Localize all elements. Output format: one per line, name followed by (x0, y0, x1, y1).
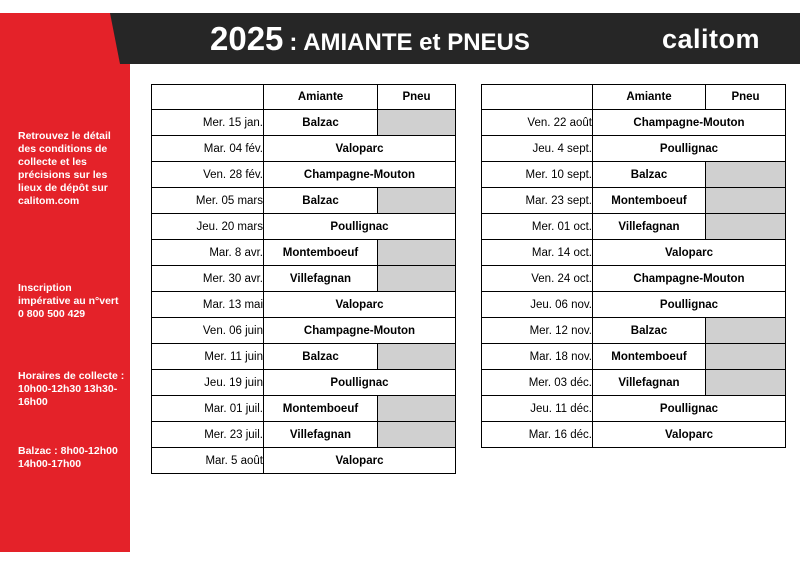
table-row (152, 370, 456, 396)
collection-date: Jeu. 19 juin (152, 370, 264, 396)
collection-location: Montemboeuf (264, 240, 378, 266)
collection-date: Mar. 23 sept. (482, 188, 593, 214)
collection-date: Mer. 03 déc. (482, 370, 593, 396)
collection-date: Jeu. 11 déc. (482, 396, 593, 422)
collection-location: Valoparc (593, 240, 786, 266)
collection-location: Balzac (264, 344, 378, 370)
header-pneu: Pneu (706, 85, 786, 110)
collection-location: Valoparc (264, 448, 456, 474)
collection-location: Valoparc (593, 422, 786, 448)
pneu-unavailable-cell (378, 266, 456, 292)
table-row (152, 422, 456, 448)
collection-location: Montemboeuf (593, 344, 706, 370)
sidebar-horaires-text: Horaires de collecte : 10h00-12h30 13h30-16h00 (18, 370, 125, 408)
collection-location: Poullignac (264, 214, 456, 240)
table-row (152, 162, 456, 188)
pneu-unavailable-cell (378, 422, 456, 448)
pneu-unavailable-cell (706, 188, 786, 214)
header-amiante: Amiante (593, 85, 706, 110)
table-header-row (152, 85, 456, 110)
header-pneu: Pneu (378, 85, 456, 110)
table-row (152, 188, 456, 214)
table-row (482, 240, 786, 266)
collection-date: Mer. 15 jan. (152, 110, 264, 136)
collection-date: Ven. 22 août (482, 110, 593, 136)
table-row (482, 292, 786, 318)
calitom-logo: calitom (662, 24, 761, 54)
pneu-unavailable-cell (706, 370, 786, 396)
pneu-unavailable-cell (706, 162, 786, 188)
collection-location: Valoparc (264, 136, 456, 162)
table-row (152, 448, 456, 474)
collection-location: Villefagnan (593, 370, 706, 396)
collection-location: Balzac (593, 162, 706, 188)
collection-date: Ven. 06 juin (152, 318, 264, 344)
pneu-unavailable-cell (706, 344, 786, 370)
collection-location: Champagne-Mouton (264, 162, 456, 188)
collection-location: Villefagnan (593, 214, 706, 240)
collection-date: Mer. 01 oct. (482, 214, 593, 240)
collection-date: Mar. 5 août (152, 448, 264, 474)
collection-location: Poullignac (264, 370, 456, 396)
pneu-unavailable-cell (706, 318, 786, 344)
collection-date: Ven. 24 oct. (482, 266, 593, 292)
page-title (210, 20, 530, 60)
pneu-unavailable-cell (378, 344, 456, 370)
table-row (482, 318, 786, 344)
collection-date: Jeu. 4 sept. (482, 136, 593, 162)
table-row (482, 370, 786, 396)
table-row (152, 292, 456, 318)
collection-date: Jeu. 06 nov. (482, 292, 593, 318)
table-row (152, 344, 456, 370)
collection-location: Villefagnan (264, 266, 378, 292)
table-row (482, 110, 786, 136)
collection-date: Mer. 10 sept. (482, 162, 593, 188)
schedule-table-left (151, 84, 456, 474)
collection-date: Mar. 16 déc. (482, 422, 593, 448)
pneu-unavailable-cell (378, 188, 456, 214)
collection-date: Mer. 30 avr. (152, 266, 264, 292)
table-row (152, 214, 456, 240)
table-header-row (482, 85, 786, 110)
collection-location: Poullignac (593, 136, 786, 162)
collection-date: Mar. 8 avr. (152, 240, 264, 266)
title-text: : AMIANTE et PNEUS (289, 29, 530, 56)
collection-date: Mar. 13 mai (152, 292, 264, 318)
collection-location: Balzac (264, 110, 378, 136)
collection-date: Mer. 23 juil. (152, 422, 264, 448)
header-amiante: Amiante (264, 85, 378, 110)
table-row (152, 110, 456, 136)
sidebar-balzac-text: Balzac : 8h00-12h00 14h00-17h00 (18, 445, 118, 470)
collection-location: Poullignac (593, 292, 786, 318)
table-row (152, 266, 456, 292)
sidebar-info-text: Retrouvez le détail des conditions de collecte et les précisions sur les lieux de dépôt sur calitom.com (18, 130, 111, 207)
collection-date: Mer. 05 mars (152, 188, 264, 214)
collection-date: Mer. 11 juin (152, 344, 264, 370)
collection-location: Poullignac (593, 396, 786, 422)
pneu-unavailable-cell (378, 396, 456, 422)
collection-location: Balzac (593, 318, 706, 344)
collection-date: Mar. 04 fév. (152, 136, 264, 162)
table-row (152, 240, 456, 266)
sidebar-inscription-text: Inscription impérative au n°vert 0 800 500 429 (18, 282, 119, 320)
collection-date: Mar. 14 oct. (482, 240, 593, 266)
table-row (482, 422, 786, 448)
table-row (482, 136, 786, 162)
table-row (482, 396, 786, 422)
collection-date: Mar. 18 nov. (482, 344, 593, 370)
title-year: 2025 (210, 20, 284, 57)
table-row (482, 266, 786, 292)
header-date-cell (482, 85, 593, 110)
collection-location: Champagne-Mouton (264, 318, 456, 344)
header-date-cell (152, 85, 264, 110)
pneu-unavailable-cell (378, 240, 456, 266)
collection-location: Montemboeuf (264, 396, 378, 422)
collection-date: Mer. 12 nov. (482, 318, 593, 344)
pneu-unavailable-cell (378, 110, 456, 136)
table-row (482, 188, 786, 214)
collection-location: Valoparc (264, 292, 456, 318)
collection-location: Champagne-Mouton (593, 110, 786, 136)
table-row (482, 162, 786, 188)
table-row (482, 214, 786, 240)
table-row (152, 318, 456, 344)
collection-location: Balzac (264, 188, 378, 214)
collection-date: Mar. 01 juil. (152, 396, 264, 422)
collection-location: Montemboeuf (593, 188, 706, 214)
collection-date: Jeu. 20 mars (152, 214, 264, 240)
pneu-unavailable-cell (706, 214, 786, 240)
table-row (152, 396, 456, 422)
table-row (482, 344, 786, 370)
collection-location: Champagne-Mouton (593, 266, 786, 292)
collection-location: Villefagnan (264, 422, 378, 448)
collection-date: Ven. 28 fév. (152, 162, 264, 188)
table-row (152, 136, 456, 162)
schedule-table-right (481, 84, 786, 448)
